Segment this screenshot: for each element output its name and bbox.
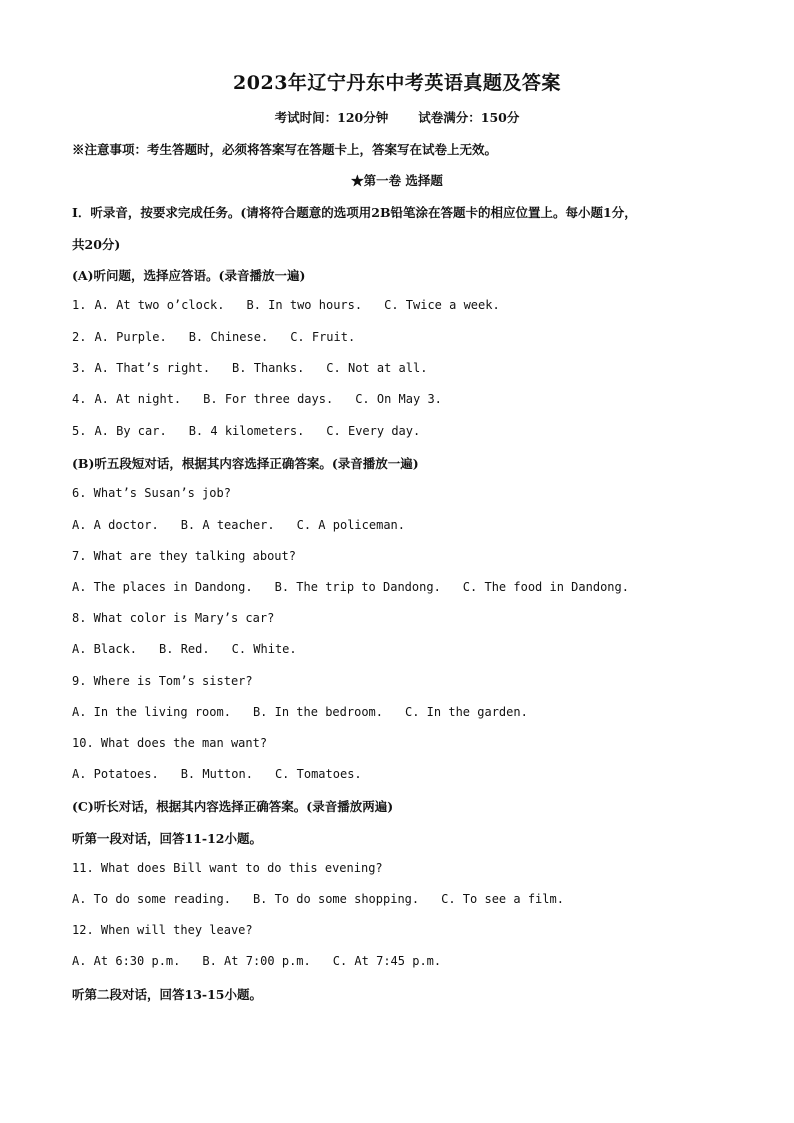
option-a: A. A doctor. [72, 518, 159, 532]
question-2 [72, 330, 355, 344]
question-4 [72, 392, 442, 406]
option-b: B. 4 kilometers. [188, 424, 305, 438]
question-9-stem: 9. Where is Tom’s sister? [72, 674, 253, 688]
question-number: 5. [72, 424, 87, 438]
option-a: A. At 6:30 p.m. [72, 954, 181, 968]
question-8-options [72, 642, 297, 656]
option-c: C. Fruit. [290, 330, 356, 344]
question-9-options [72, 705, 528, 719]
option-c: C. To see a film. [441, 892, 564, 906]
question-11-stem: 11. What does Bill want to do this evening? [72, 861, 383, 875]
section-intro-line1: Ⅰ．听录音，按要求完成任务。(请将符合题意的选项用2B铅笔涂在答题卡的相应位置上。每小题1分， [72, 205, 637, 220]
question-7-stem: 7. What are they talking about? [72, 549, 296, 563]
question-11-options [72, 892, 564, 906]
option-b: B. To do some shopping. [252, 892, 420, 906]
question-1 [72, 298, 500, 312]
option-b: B. At 7:00 p.m. [202, 954, 311, 968]
question-6-options [72, 518, 405, 532]
option-c: C. Tomatoes. [274, 767, 362, 781]
part-b-heading: (B)听五段短对话，根据其内容选择正确答案。(录音播放一遍) [72, 456, 419, 471]
option-c: C. Twice a week. [384, 298, 500, 312]
section-intro-line2: 共20分) [72, 237, 121, 252]
option-b: B. A teacher. [180, 518, 275, 532]
option-a: A. Purple. [94, 330, 167, 344]
question-number: 2. [72, 330, 87, 344]
notice: ※注意事项：考生答题时，必须将答案写在答题卡上，答案写在试卷上无效。 [72, 142, 498, 157]
question-10-options [72, 767, 362, 781]
option-c: C. Not at all. [326, 361, 428, 375]
option-a: A. In the living room. [72, 705, 231, 719]
question-number: 1. [72, 298, 87, 312]
part-a-heading: (A)听问题，选择应答语。(录音播放一遍) [72, 268, 306, 283]
question-7-options [72, 580, 629, 594]
question-number: 3. [72, 361, 87, 375]
option-b: B. Thanks. [232, 361, 305, 375]
exam-info [0, 108, 794, 126]
question-3 [72, 361, 427, 375]
part-c-heading: (C)听长对话，根据其内容选择正确答案。(录音播放两遍) [72, 799, 394, 814]
option-a: A. By car. [94, 424, 167, 438]
option-b: B. Red. [159, 642, 210, 656]
option-a: A. At night. [94, 392, 182, 406]
option-a: A. At two o’clock. [94, 298, 225, 312]
option-a: A. That’s right. [94, 361, 211, 375]
option-c: C. A policeman. [296, 518, 405, 532]
option-b: B. The trip to Dandong. [274, 580, 441, 594]
exam-score: 试卷满分：150分 [418, 110, 520, 125]
question-number: 4. [72, 392, 87, 406]
question-6-stem: 6. What’s Susan’s job? [72, 486, 231, 500]
option-a: A. To do some reading. [72, 892, 231, 906]
dialog-2-instruction: 听第二段对话，回答13-15小题。 [72, 987, 262, 1002]
option-c: C. White. [231, 642, 297, 656]
question-10-stem: 10. What does the man want? [72, 736, 268, 750]
page-title: 2023年辽宁丹东中考英语真题及答案 [233, 72, 561, 94]
question-5 [72, 424, 420, 438]
question-12-options [72, 954, 441, 968]
option-b: B. Chinese. [188, 330, 269, 344]
option-b: B. Mutton. [180, 767, 253, 781]
option-c: C. The food in Dandong. [462, 580, 629, 594]
option-c: C. On May 3. [355, 392, 442, 406]
question-12-stem: 12. When will they leave? [72, 923, 253, 937]
dialog-1-instruction: 听第一段对话，回答11-12小题。 [72, 831, 262, 846]
option-c: C. At 7:45 p.m. [332, 954, 442, 968]
exam-time: 考试时间：120分钟 [274, 110, 389, 125]
question-8-stem: 8. What color is Mary’s car? [72, 611, 275, 625]
option-a: A. Black. [72, 642, 138, 656]
option-b: B. For three days. [203, 392, 334, 406]
option-a: A. The places in Dandong. [72, 580, 253, 594]
option-a: A. Potatoes. [72, 767, 159, 781]
option-c: C. Every day. [326, 424, 421, 438]
option-b: B. In the bedroom. [252, 705, 383, 719]
option-b: B. In two hours. [246, 298, 363, 312]
volume-title: ★第一卷 选择题 [351, 173, 443, 188]
option-c: C. In the garden. [405, 705, 528, 719]
